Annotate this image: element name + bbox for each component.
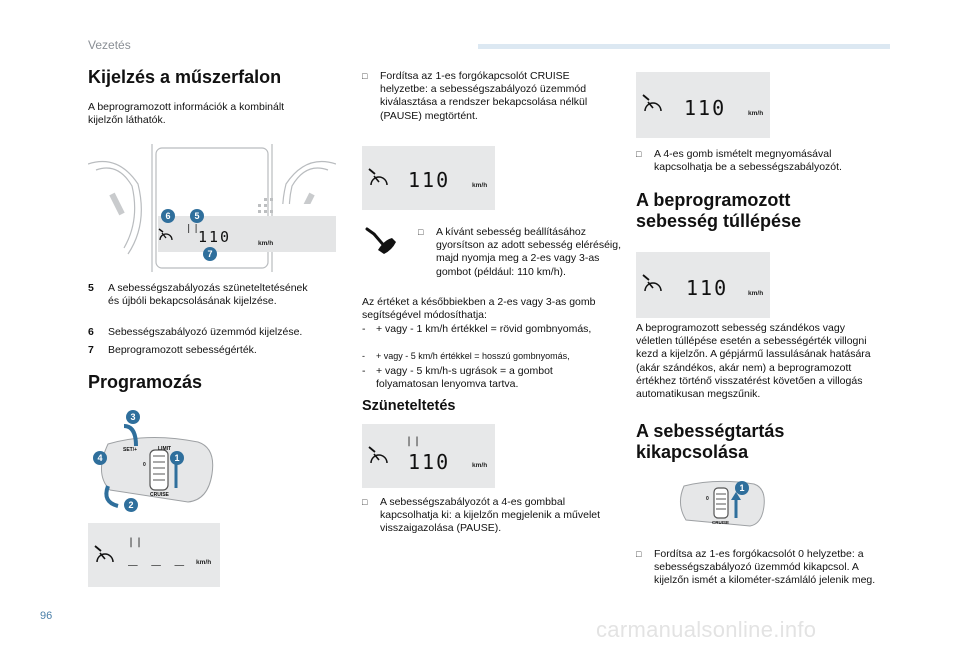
modify-text: Az értéket a későbbiekben a 2-es vagy 3-as gomb segítségével módosíthatja: xyxy=(362,296,596,322)
display-110-a xyxy=(362,146,495,210)
callout-1: 1 xyxy=(735,481,749,495)
speed-unit: km/h xyxy=(748,290,764,297)
speed-unit: km/h xyxy=(748,110,764,117)
speed-unit: km/h xyxy=(258,240,274,247)
pause-symbol: || xyxy=(406,436,423,447)
instruction-pause: □ A sebességszabályozót a 4-es gombbal kapcsolhatja ki: a kijelzőn megjelenik a művelet visszaigazolása (PAUSE). xyxy=(362,496,601,535)
callout-7: 7 xyxy=(203,247,217,261)
stalk-svg xyxy=(88,404,218,516)
stalk-label-zero: 0 xyxy=(143,462,146,468)
speedometer-icon xyxy=(642,274,664,294)
legend-item-5: 5 A sebességszabályozás szüneteltetésének és újbóli bekapcsolásának kijelzése. xyxy=(88,282,308,308)
stalk-illustration xyxy=(88,404,218,516)
dash-item-hold: - + vagy - 5 km/h-s ugrások = a gombot folyamatosan lenyomva tartva. xyxy=(362,365,553,391)
display-110-b xyxy=(636,72,770,138)
callout-4: 4 xyxy=(93,451,107,465)
watermark: carmanualsonline.info xyxy=(596,617,817,642)
bullet-icon: □ xyxy=(636,549,642,559)
blank-value: _ _ _ xyxy=(128,547,187,566)
stalk-off-illustration xyxy=(676,474,768,532)
bullet-icon: □ xyxy=(636,149,642,159)
bullet-icon: □ xyxy=(418,227,424,237)
callout-5: 5 xyxy=(190,209,204,223)
stalk-label-cruise: CRUISE xyxy=(150,492,169,498)
display-110-c xyxy=(636,252,770,318)
callout-6: 6 xyxy=(161,209,175,223)
speedometer-icon xyxy=(158,228,174,242)
instruction-cruise: □ Fordítsa az 1-es forgókapcsolót CRUISE helyzetbe: a sebességszabályozó üzemmód kiválasztása a rendszer bekapcsolása nélkül (PAUSE) megtörtént. xyxy=(362,70,588,122)
speedometer-icon xyxy=(642,94,664,114)
page-number: 96 xyxy=(40,610,53,622)
speed-unit: km/h xyxy=(472,182,488,189)
speedometer-icon xyxy=(94,545,116,565)
dash-item-long-press: - + vagy - 5 km/h értékkel = hosszú gombnyomás, xyxy=(362,351,570,361)
exceed-text: A beprogramozott sebesség szándékos vagy véletlen túllépése esetén a sebességérték villogni kezd a kijelzőn. A gépjármű lassulásának hatására (akár szándékos, akár nem) a beprogramozott értékhez történő visszatérést követően a villogás automatikusan megszűnik. xyxy=(636,322,871,401)
stalk-label-zero: 0 xyxy=(706,496,709,502)
speedometer-icon xyxy=(368,446,390,466)
title-programming: Programozás xyxy=(88,372,203,392)
callout-2: 2 xyxy=(124,498,138,512)
speed-value: 110 xyxy=(408,168,451,192)
speed-value: 110 xyxy=(686,276,729,300)
legend-item-6: 6 Sebességszabályozó üzemmód kijelzése. xyxy=(88,326,303,338)
bullet-icon: □ xyxy=(362,497,368,507)
speed-value: 110 xyxy=(408,450,451,474)
speed-unit: km/h xyxy=(472,462,488,469)
title-off: A sebességtartás kikapcsolása xyxy=(636,421,785,462)
title-exceed: A beprogramozott sebesség túllépése xyxy=(636,190,802,231)
callout-3: 3 xyxy=(126,410,140,424)
stalk-label-cruise: CRUISE xyxy=(712,520,730,525)
instruction-off: □ Fordítsa az 1-es forgókacsolót 0 helyzetbe: a sebességszabályozó üzemmód kikapcsol. A kijelzőn ismét a kilométer-számláló jelenik meg. xyxy=(636,548,876,587)
intro-text: A beprogramozott információk a kombinált kijelzőn láthatók. xyxy=(88,101,285,127)
bullet-icon: □ xyxy=(362,71,368,81)
instruction-set-speed: □ A kívánt sebesség beállításához gyorsítson az adott sebesség eléréséig, majd nyomja meg a 2-es vagy 3-as gombot (például: 110 km/h). xyxy=(418,226,622,278)
speed-unit: km/h xyxy=(196,559,212,566)
section-label: Vezetés xyxy=(88,38,131,52)
title-display: Kijelzés a műszerfalon xyxy=(88,67,282,87)
display-pause xyxy=(362,424,495,488)
header-bar xyxy=(478,44,890,49)
callout-1: 1 xyxy=(170,451,184,465)
pause-symbol: || xyxy=(128,537,145,548)
speed-value: 110 xyxy=(198,228,232,246)
legend-item-7: 7 Beprogramozott sebességérték. xyxy=(88,344,257,356)
speedometer-icon xyxy=(368,168,390,188)
accelerator-icon xyxy=(364,226,402,256)
instruction-resume: □ A 4-es gomb ismételt megnyomásával kapcsolhatja be a sebességszabályozót. xyxy=(636,148,842,174)
stalk-label-limit: LIMIT xyxy=(158,446,172,452)
display-blank xyxy=(88,523,220,587)
title-pause: Szüneteltetés xyxy=(362,398,456,414)
speed-value: 110 xyxy=(684,96,727,120)
stalk-label-set: SET/+ xyxy=(123,447,138,453)
dash-item-short-press: - + vagy - 1 km/h értékkel = rövid gombnyomás, xyxy=(362,323,592,335)
pause-symbol: || xyxy=(186,224,201,234)
